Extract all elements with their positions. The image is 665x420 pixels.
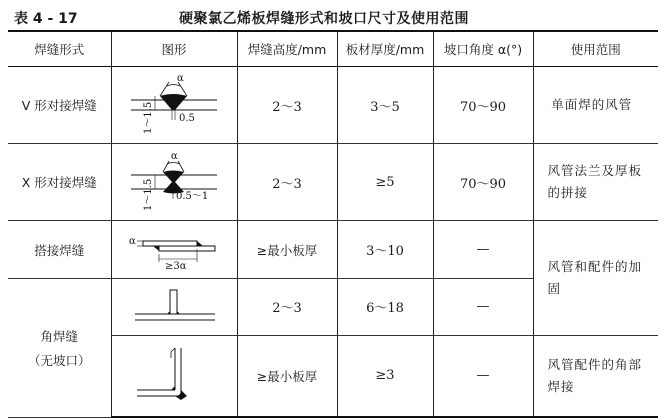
v-butt-weld-diagram [129, 74, 219, 136]
lap-weld-diagram [129, 229, 219, 271]
table-caption [14, 6, 654, 30]
fillet-form-note: （无坡口） [27, 352, 91, 368]
alpha-label: α [177, 74, 184, 85]
cell-angle: 70～90 [433, 67, 533, 144]
cell-weld-height: 2～3 [237, 144, 337, 221]
fillet-form-label: 角焊缝 [40, 328, 78, 344]
cell-angle: — [433, 221, 533, 278]
table-row [8, 221, 658, 278]
overlap-label: ≥3α [165, 260, 187, 271]
cell-form-fillet [8, 278, 111, 417]
cell-form-v: V 形对接焊缝 [8, 67, 111, 144]
cell-usage: 风管法兰及厚板的拼接 [533, 144, 658, 221]
root-label: 1～1.5 [143, 179, 154, 212]
x-butt-weld-diagram [129, 151, 219, 213]
cell-thickness: 6～18 [337, 278, 433, 335]
figure-v-butt [111, 67, 237, 144]
cell-weld-height: 2～3 [237, 67, 337, 144]
table-row [8, 67, 658, 144]
cell-weld-height: ≥最小板厚 [237, 221, 337, 278]
cell-thickness: 3～10 [337, 221, 433, 278]
cell-weld-height: 2～3 [237, 278, 337, 335]
cell-angle: 70～90 [433, 144, 533, 221]
a-label: α [129, 235, 136, 247]
header-form: 焊缝形式 [8, 31, 111, 67]
header-usage: 使用范围 [533, 31, 658, 67]
root-label: 1～1.5 [143, 101, 154, 135]
figure-t-fillet [111, 278, 237, 335]
header-thickness: 板材厚度/mm [337, 31, 433, 67]
weld-table [8, 30, 658, 418]
cell-thickness: ≥3 [337, 335, 433, 417]
t-fillet-weld-diagram [129, 286, 219, 328]
figure-corner-fillet [111, 335, 237, 417]
cell-weld-height: ≥最小板厚 [237, 335, 337, 417]
cell-angle: — [433, 278, 533, 335]
figure-x-butt [111, 144, 237, 221]
table-header-row [8, 31, 658, 67]
corner-fillet-weld-diagram [129, 344, 219, 408]
header-angle: 坡口角度 α(°) [433, 31, 533, 67]
header-figure: 图形 [111, 31, 237, 67]
cell-form-lap: 搭接焊缝 [8, 221, 111, 278]
header-weld-height: 焊缝高度/mm [237, 31, 337, 67]
gap-label: 0.5～1 [176, 191, 209, 203]
alpha-label: α [171, 151, 178, 163]
cell-usage: 风管配件的角部焊接 [533, 335, 658, 417]
gap-label: 0.5 [179, 113, 195, 125]
cell-thickness: ≥5 [337, 144, 433, 221]
figure-lap [111, 221, 237, 278]
table-number: 表 4 - 17 [14, 11, 78, 27]
cell-thickness: 3～5 [337, 67, 433, 144]
cell-form-x: X 形对接焊缝 [8, 144, 111, 221]
cell-usage: 风管和配件的加固 [533, 221, 658, 335]
table-row [8, 144, 658, 221]
cell-angle: — [433, 335, 533, 417]
table-title: 硬聚氯乙烯板焊缝形式和坡口尺寸及使用范围 [179, 11, 469, 27]
cell-usage: 单面焊的风管 [533, 67, 658, 144]
